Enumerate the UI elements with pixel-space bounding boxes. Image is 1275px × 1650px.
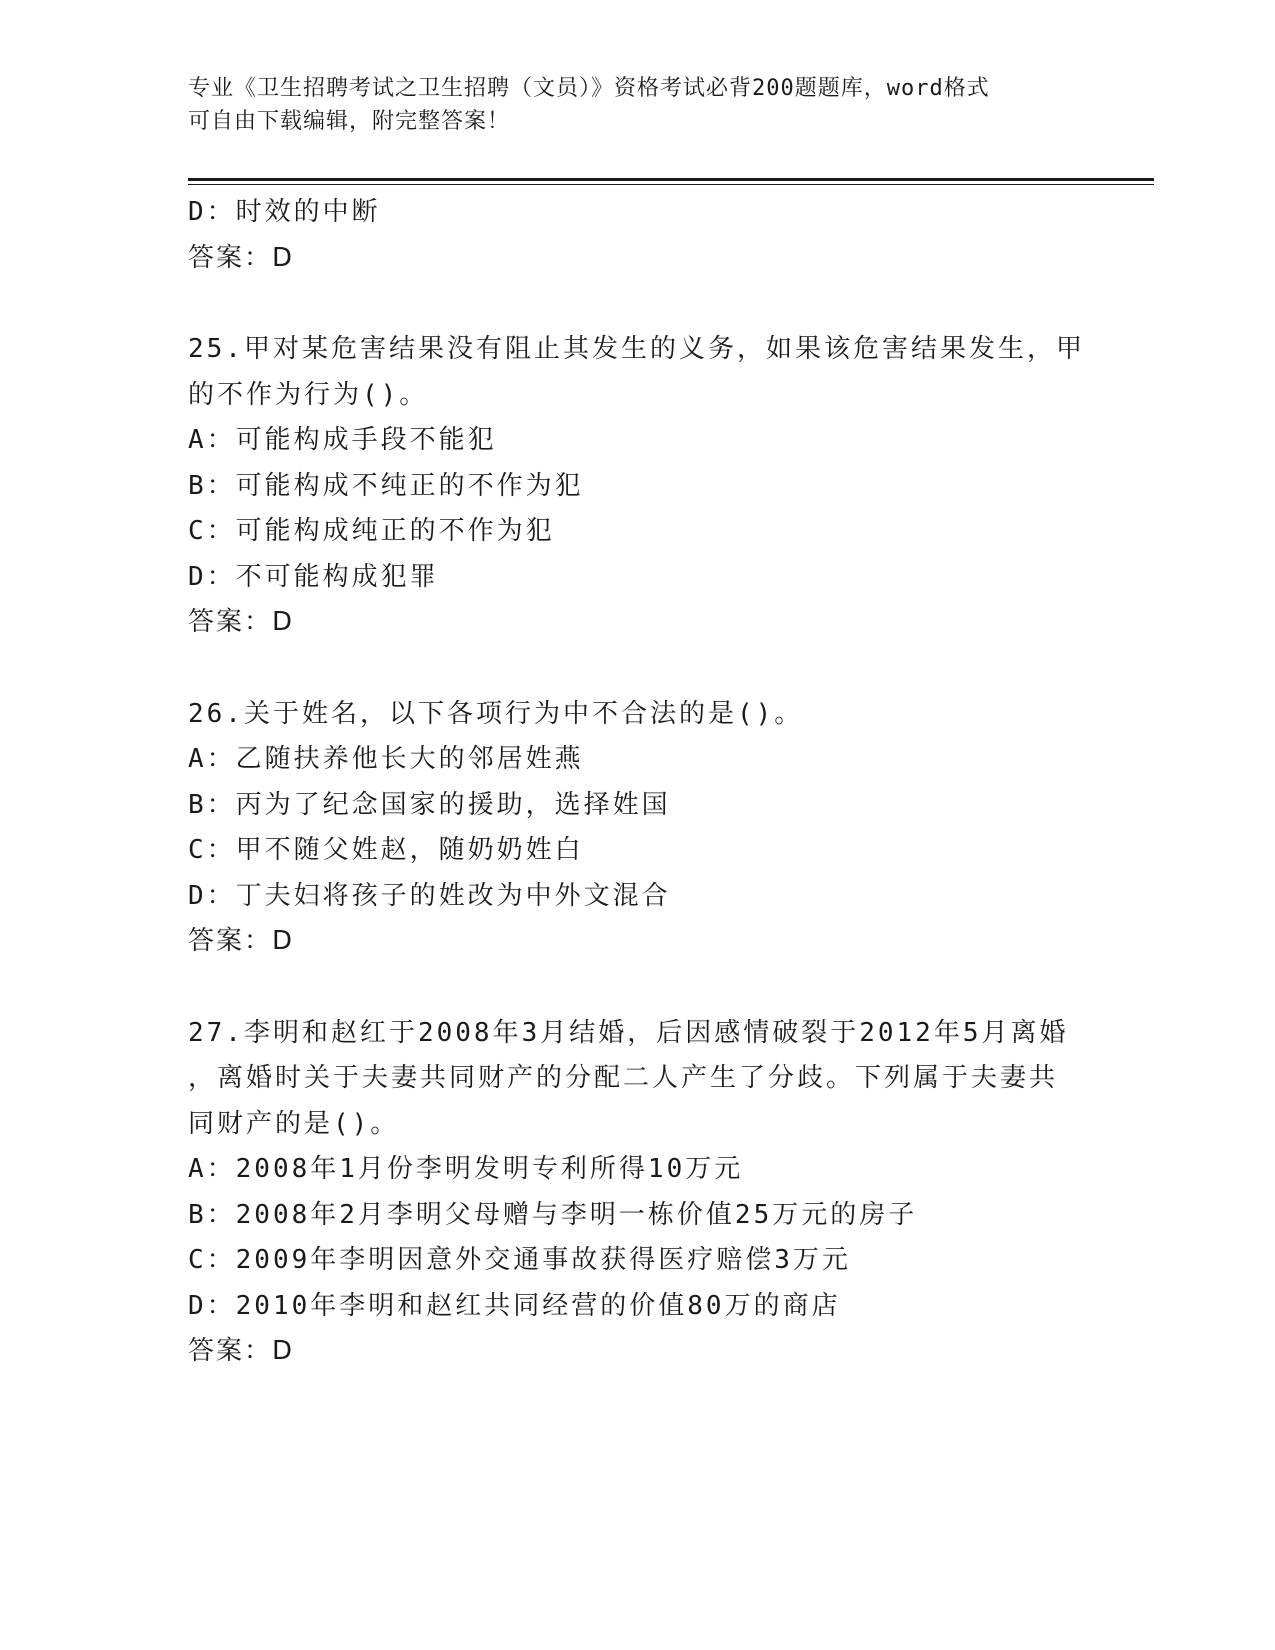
header-divider-thick bbox=[188, 178, 1154, 181]
header-line-2: 可自由下载编辑，附完整答案！ bbox=[188, 109, 511, 134]
header-line-1: 专业《卫生招聘考试之卫生招聘（文员）》资格考试必背200题题库，word格式 bbox=[188, 76, 990, 101]
option-a: A：乙随扶养他长大的邻居姓燕 bbox=[188, 744, 584, 774]
option-c: C：可能构成纯正的不作为犯 bbox=[188, 516, 555, 546]
option-b: B：丙为了纪念国家的援助，选择姓国 bbox=[188, 789, 671, 820]
question-stem-cont: 的不作为行为()。 bbox=[188, 379, 429, 410]
answer-line: 答案：D bbox=[188, 1336, 295, 1366]
spacer bbox=[188, 646, 1088, 692]
answer-line: 答案：D bbox=[188, 926, 295, 956]
page-header bbox=[188, 72, 1068, 138]
option-d: D：不可能构成犯罪 bbox=[188, 561, 439, 592]
option-d: D：丁夫妇将孩子的姓改为中外文混合 bbox=[188, 880, 671, 911]
option-c: C：甲不随父姓赵，随奶奶姓白 bbox=[188, 835, 584, 865]
option-b: B：2008年2月李明父母赠与李明一栋价值25万元的房子 bbox=[188, 1199, 918, 1230]
option-b: B：可能构成不纯正的不作为犯 bbox=[188, 470, 584, 501]
option-a: A：2008年1月份李明发明专利所得10万元 bbox=[188, 1154, 744, 1184]
question-block-25 bbox=[188, 327, 1088, 646]
answer-line: 答案：D bbox=[188, 242, 295, 273]
spacer bbox=[188, 965, 1088, 1011]
spacer bbox=[188, 281, 1088, 327]
option-c: C：2009年李明因意外交通事故获得医疗赔偿3万元 bbox=[188, 1245, 851, 1275]
option-d: D：2010年李明和赵红共同经营的价值80万的商店 bbox=[188, 1290, 841, 1321]
question-stem: 25.甲对某危害结果没有阻止其发生的义务，如果该危害结果发生，甲 bbox=[188, 334, 1085, 364]
question-stem-cont: ，离婚时关于夫妻共同财产的分配二人产生了分歧。下列属于夫妻共 bbox=[188, 1063, 1059, 1093]
option-a: A：可能构成手段不能犯 bbox=[188, 425, 497, 455]
question-stem: 26.关于姓名，以下各项行为中不合法的是()。 bbox=[188, 698, 804, 729]
header-divider-thin bbox=[188, 184, 1154, 185]
question-list bbox=[188, 190, 1088, 1375]
question-block-27 bbox=[188, 1011, 1088, 1375]
question-stem: 27.李明和赵红于2008年3月结婚，后因感情破裂于2012年5月离婚 bbox=[188, 1017, 1069, 1048]
option-d: D：时效的中断 bbox=[188, 197, 381, 227]
question-block-26 bbox=[188, 692, 1088, 965]
question-block-prev bbox=[188, 190, 1088, 281]
answer-line: 答案：D bbox=[188, 607, 295, 637]
question-stem-cont: 同财产的是()。 bbox=[188, 1108, 400, 1139]
